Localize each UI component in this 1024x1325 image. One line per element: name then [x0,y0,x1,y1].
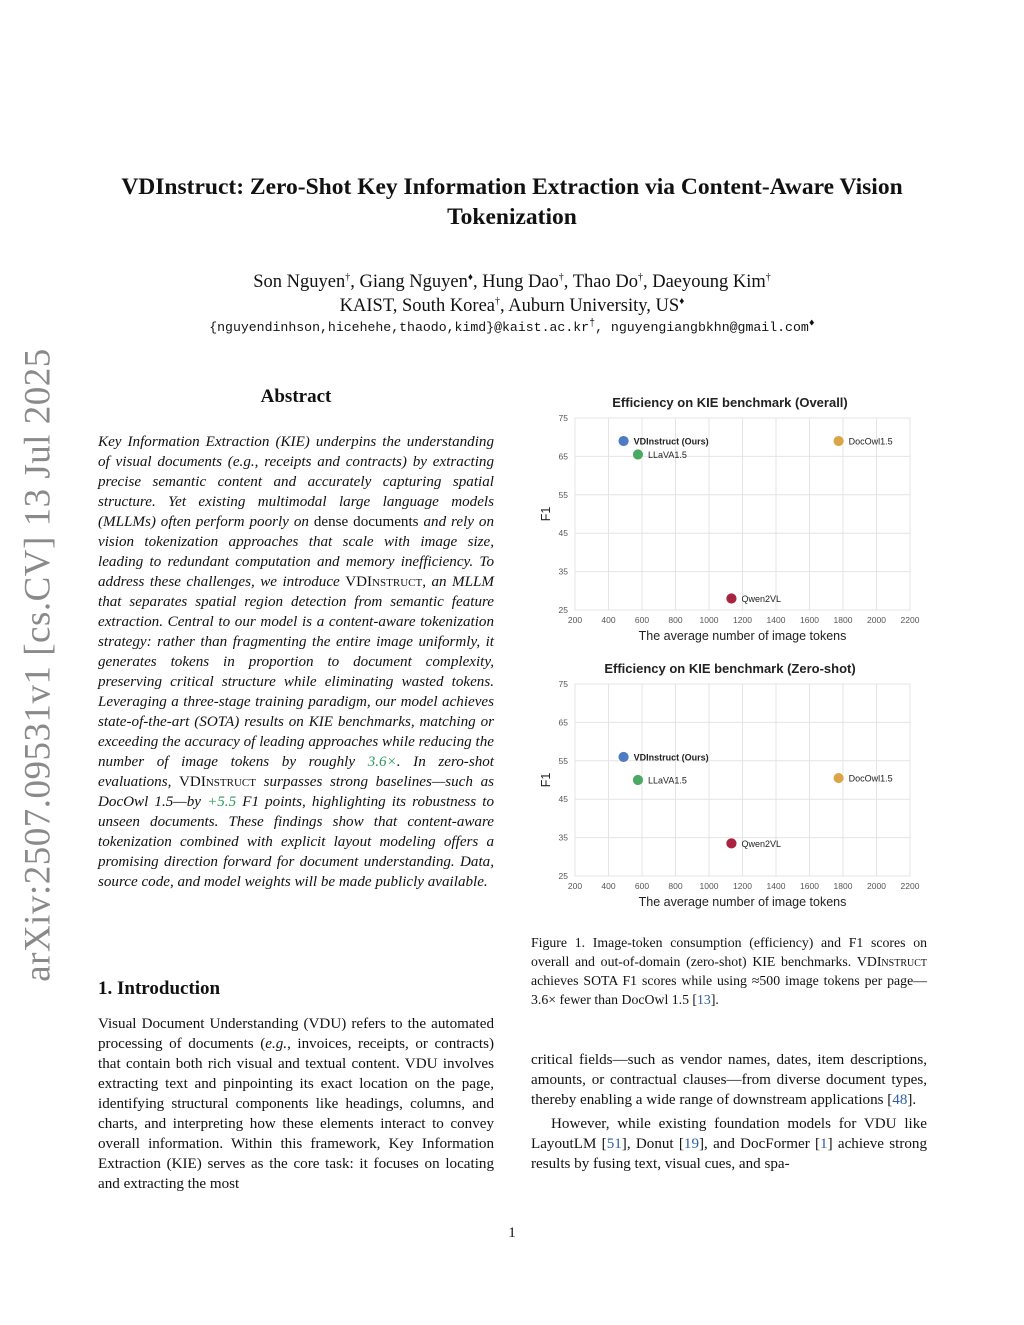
data-point-label: DocOwl1.5 [848,436,893,447]
x-tick-label: 200 [567,615,583,625]
highlight-factor: 3.6× [367,754,397,770]
x-tick-label: 600 [634,881,650,891]
model-name: VDInstruct [856,954,927,969]
x-tick-label: 2200 [900,615,920,625]
x-axis-label: The average number of image tokens [638,895,847,909]
x-tick-label: 800 [668,615,683,625]
author-list: Son Nguyen†, Giang Nguyen♦, Hung Dao†, Thao Do†, Daeyoung Kim† [253,271,771,292]
y-tick-label: 65 [558,451,568,462]
intro-heading: 1. Introduction [98,978,221,999]
y-tick-label: 35 [558,832,568,843]
author-emails: {nguyendinhson,hicehehe,thaodo,kimd}@kaist.ac.kr†, nguyengiangbkhn@gmail.com♦ [209,318,815,335]
x-tick-label: 1000 [699,615,719,625]
citation-link[interactable]: 13 [697,992,711,1007]
highlight-gain: +5.5 [207,794,237,810]
x-tick-label: 1000 [699,881,719,891]
email: {nguyendinhson,hicehehe,thaodo,kimd}@kaist.ac.kr [209,320,590,335]
model-name: VDInstruct [179,774,256,790]
y-tick-label: 65 [558,717,568,728]
data-point [618,436,629,447]
data-point-label: LLaVA1.5 [647,449,687,460]
arxiv-stamp: arXiv:2507.09531v1 [cs.CV] 13 Jul 2025 [17,348,59,982]
x-tick-label: 1200 [733,615,752,625]
y-axis-label: F1 [539,506,553,522]
y-tick-label: 55 [558,489,568,500]
data-point-label: LLaVA1.5 [647,775,687,786]
data-point-label: Qwen2VL [741,593,781,604]
author-name: Giang Nguyen [359,272,468,292]
chart-overall-svg [531,390,931,648]
author-name: Son Nguyen [253,272,346,292]
data-point [726,593,737,604]
y-tick-label: 75 [558,679,568,689]
data-point-label: VDInstruct (Ours) [633,752,709,763]
y-tick-label: 45 [558,528,568,539]
figure-caption: Figure 1. Image-token consumption (efficiency) and F1 scores on overall and out-of-domain (zero-shot) KIE benchmarks. VDInstruct achieves SOTA F1 scores while using ≈500 image tokens per page—3.6× fewer than DocOwl 1.5 [13]. [531,935,927,1007]
data-point-label: Qwen2VL [741,838,781,849]
x-tick-label: 600 [634,615,650,625]
intro-body-continued: critical fields—such as vendor names, dates, item descriptions, amounts, or contractual clauses—from diverse document types, thereby enabling a wide range of downstream applications [48]. However, while existing foundation models for VDU like LayoutLM [51], Donut [19], and DocFormer [1] achieve strong results by fusing text, visual cues, and spa- [531,1052,927,1172]
author-block [60,270,964,318]
y-tick-label: 45 [558,794,568,805]
affiliations: KAIST, South Korea†, Auburn University, US♦ [339,295,685,316]
y-tick-label: 25 [558,605,568,615]
citation-link[interactable]: 51 [606,1136,622,1152]
author-name: Hung Dao [482,272,559,292]
chart-zeroshot-svg [531,656,931,914]
x-tick-label: 200 [567,881,583,891]
data-point [618,751,629,762]
data-point [632,775,643,786]
x-tick-label: 1600 [800,881,819,891]
author-name: Daeyoung Kim [652,272,766,292]
x-tick-label: 1600 [800,615,819,625]
citation-link[interactable]: 19 [683,1136,700,1152]
citation-link[interactable]: 48 [892,1092,908,1108]
x-tick-label: 800 [668,881,683,891]
chart-title: Efficiency on KIE benchmark (Zero-shot) [604,661,856,676]
y-axis-label: F1 [539,772,553,788]
x-tick-label: 1400 [766,615,786,625]
x-tick-label: 1800 [833,881,853,891]
chart-overall [531,390,931,648]
data-point [632,449,643,460]
intro-body: Visual Document Understanding (VDU) refers to the automated processing of documents (e.g., invoices, receipts, or contracts) that contain both rich visual and textual content. VDU involves extracting text and pinpointing its exact location on the page, identifying structural components like headings, columns, and charts, and interpreting how these elements interact to convey overall information. Within this framework, Key Information Extraction (KIE) serves as the core task: it focuses on locating and extracting the most [98,1016,494,1192]
x-tick-label: 2200 [900,881,920,891]
x-tick-label: 400 [601,881,616,891]
paper-title: VDInstruct: Zero-Shot Key Information Extraction via Content-Aware Vision Tokenization [121,174,903,230]
abstract-body: Key Information Extraction (KIE) underpins the understanding of visual documents (e.g., receipts and contracts) by extracting precise semantic content and accurately capturing spatial structure. Yet existing multimodal large language models (MLLMs) often perform poorly on dense documents and rely on vision tokenization approaches that scale with image size, leading to redundant computation and memory inefficiency. To address these challenges, we introduce VDInstruct, an MLLM that separates spatial region detection from semantic feature extraction. Central to our model is a content-aware tokenization strategy: rather than fragmenting the entire image uniformly, it generates tokens in proportion to document complexity, preserving critical structure while eliminating wasted tokens. Leveraging a three-stage training paradigm, our model achieves state-of-the-art (SOTA) results on KIE benchmarks, matching or exceeding the accuracy of leading approaches while reducing the number of image tokens by roughly 3.6×. In zero-shot evaluations, VDInstruct surpasses strong baselines—such as DocOwl 1.5—by +5.5 F1 points, highlighting its robustness to unseen documents. These findings show that content-aware tokenization combined with explicit layout modeling offers a promising direction forward for document understanding. Data, source code, and model weights will be made publicly available. [98,434,495,890]
chart-zeroshot [531,656,931,914]
x-tick-label: 1800 [833,615,853,625]
data-point-label: VDInstruct (Ours) [633,436,709,447]
y-tick-label: 55 [558,755,568,766]
abstract-heading: Abstract [260,386,332,407]
data-point [833,773,844,784]
y-tick-label: 25 [558,871,568,881]
x-tick-label: 2000 [867,615,886,625]
x-tick-label: 1400 [766,881,786,891]
data-point [833,436,844,447]
citation-link[interactable]: 1 [820,1136,828,1152]
y-tick-label: 35 [558,566,568,577]
x-tick-label: 400 [601,615,616,625]
x-axis-label: The average number of image tokens [638,629,847,643]
affiliation: KAIST, South Korea [339,296,496,316]
author-name: Thao Do [572,272,638,292]
model-name: VDInstruct [345,574,423,590]
email: nguyengiangbkhn@gmail.com [610,320,809,335]
x-tick-label: 2000 [867,881,886,891]
page-number: 1 [508,1225,516,1241]
affiliation: Auburn University, US [508,296,680,316]
chart-title: Efficiency on KIE benchmark (Overall) [612,395,848,410]
data-point-label: DocOwl1.5 [848,773,893,784]
y-tick-label: 75 [558,413,568,423]
data-point [726,838,737,849]
x-tick-label: 1200 [733,881,752,891]
